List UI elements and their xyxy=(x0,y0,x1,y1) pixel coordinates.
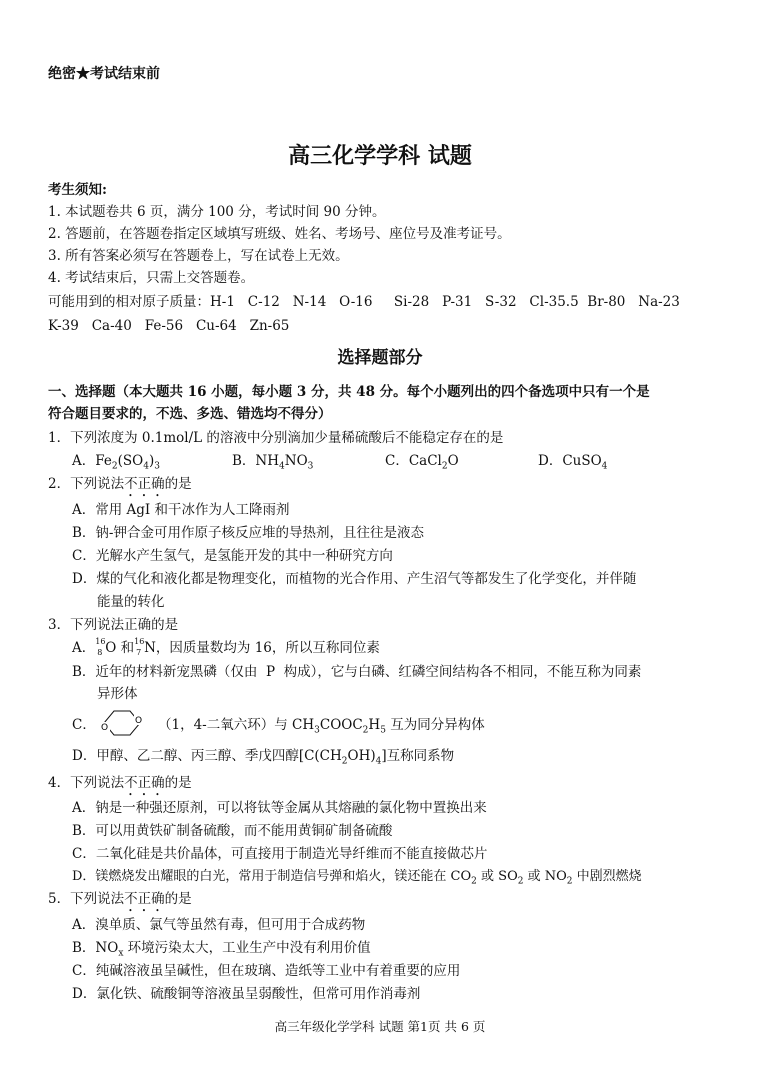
notice-item-1: 1. 本试题卷共 6 页，满分 100 分，考试时间 90 分钟。 xyxy=(48,204,386,220)
dioxane-o2: O xyxy=(101,723,109,733)
section-title: 选择题部分 xyxy=(337,348,423,368)
q5-option-d: D．氯化铁、硫酸铜等溶液虽呈弱酸性，但常可用作消毒剂 xyxy=(72,986,421,1002)
notice-item-4: 4. 考试结束后，只需上交答题卷。 xyxy=(48,270,255,286)
q1-option-a: A．$Fe_2(SO_4)_3$ xyxy=(72,453,160,472)
q4-option-a: A．钠是一种强还原剂，可以将钛等金属从其熔融的氯化物中置换出来 xyxy=(72,800,487,816)
q2-emphasis: 不正确 xyxy=(124,476,165,492)
q4-option-d: D．镁燃烧发出耀眼的白光，常用于制造信号弹和焰火，镁还能在 $CO_2$ 或 $SO_2$ 或 $NO_2$ 中剧烈燃烧 xyxy=(72,869,642,887)
q2-option-d-continued: 能量的转化 xyxy=(97,594,165,610)
q5-option-a: A．溴单质、氯气等虽然有毒，但可用于合成药物 xyxy=(72,917,366,933)
q3-option-b: B．近年的材料新宠黑磷（仅由 P 构成），它与白磷、红磷空间结构各不相同，不能互称为同素 xyxy=(72,664,642,680)
q1-option-d: D．CuSO$_4$ xyxy=(538,453,608,472)
notice-heading: 考生须知: xyxy=(48,182,107,198)
q3-option-c-text: （1，4-二氧六环）与 $CH_3COOC_2H_5$ 互为同分异构体 xyxy=(158,717,485,736)
q3-option-d: D．甲醇、乙二醇、丙三醇、季戊四醇$[C(CH_2OH)_4]$互称同系物 xyxy=(72,748,455,767)
q2-option-a: A．常用 AgI 和干冰作为人工降雨剂 xyxy=(72,502,290,518)
q1-option-c: C．CaCl$_2$O xyxy=(385,453,459,472)
q1-a-label: A． xyxy=(72,453,96,469)
notice-item-3: 3. 所有答案必须写在答题卷上，写在试卷上无效。 xyxy=(48,248,349,264)
q3-option-b-continued: 异形体 xyxy=(97,686,138,702)
q4-emphasis: 不正确 xyxy=(124,775,165,791)
q4-option-b: B．可以用黄铁矿制备硫酸，而不能用黄铜矿制备硫酸 xyxy=(72,823,393,839)
q4-option-c: C．二氧化硅是共价晶体，可直接用于制造光导纤维而不能直接做芯片 xyxy=(72,846,488,862)
q1-stem: 1．下列浓度为 0.1mol/L 的溶液中分别滴加少量稀硫酸后不能稳定存在的是 xyxy=(48,430,504,446)
part1-heading-line-2: 符合题目要求的，不选、多选、错选均不得分） xyxy=(48,406,332,422)
q4-stem: 4．下列说法不正确的是 xyxy=(48,775,192,791)
atomic-masses-line-2: K-39 Ca-40 Fe-56 Cu-64 Zn-65 xyxy=(48,318,290,334)
q2-option-b: B．钠-钾合金可用作原子核反应堆的导热剂，且往往是液态 xyxy=(72,525,424,541)
q3-isotope-n: 16 7 xyxy=(134,637,145,657)
q5-emphasis: 不正确 xyxy=(124,891,165,907)
q2-option-d: D．煤的气化和液化都是物理变化，而植物的光合作用、产生沼气等都发生了化学变化，并伴随 xyxy=(72,571,637,587)
q1-option-b: B．$NH_4NO_3$ xyxy=(232,453,314,472)
q5-option-b: B．$NO_x$ 环境污染太大，工业生产中没有利用价值 xyxy=(72,940,371,959)
q5-option-c: C．纯碱溶液虽呈碱性，但在玻璃、造纸等工业中有着重要的应用 xyxy=(72,963,461,979)
notice-item-2: 2. 答题前，在答题卷指定区域填写班级、姓名、考场号、座位号及准考证号。 xyxy=(48,226,511,242)
q2-option-c: C．光解水产生氢气，是氢能开发的其中一种研究方向 xyxy=(72,548,393,564)
confidential-mark: 绝密★考试结束前 xyxy=(48,66,160,82)
q5-stem: 5．下列说法不正确的是 xyxy=(48,891,192,907)
q2-stem: 2．下列说法不正确的是 xyxy=(48,476,192,492)
q3-option-a: A． 16 8 O 和 16 7 N，因质量数均为 16，所以互称同位素 xyxy=(72,637,380,657)
q3-isotope-o: 16 8 xyxy=(95,637,106,657)
part1-heading-line-1: 一、选择题（本大题共 16 小题，每小题 3 分，共 48 分。每个小题列出的四个备选项中只有一个是 xyxy=(48,384,650,400)
q3-stem: 3．下列说法正确的是 xyxy=(48,617,179,633)
page-footer: 高三年级化学学科 试题 第1页 共 6 页 xyxy=(274,1019,486,1034)
atomic-masses-line-1: 可能用到的相对原子质量：H-1 C-12 N-14 O-16 Si-28 P-31 S-32 Cl-35.5 Br-80 Na-23 xyxy=(48,294,680,310)
dioxane-structure-icon xyxy=(100,708,150,738)
q3-option-c-label: C． xyxy=(72,717,96,733)
page-title: 高三化学学科 试题 xyxy=(288,143,472,169)
dioxane-o1: O xyxy=(135,716,143,726)
